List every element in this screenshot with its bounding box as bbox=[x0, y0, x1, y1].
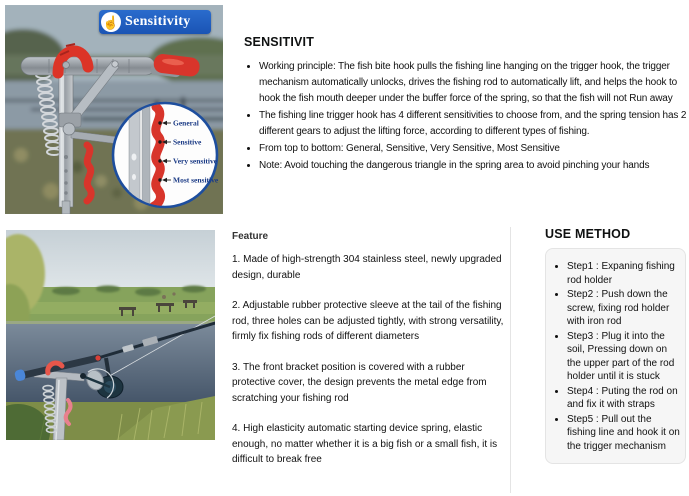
sensitivity-section bbox=[244, 35, 689, 175]
step-item: • Step4 : Puting the rod on and fix it with straps bbox=[567, 385, 680, 412]
section-divider bbox=[510, 227, 511, 493]
product-image-sensitivity bbox=[5, 5, 223, 214]
sensitivity-bullet: • The fishing line trigger hook has 4 different sensitivities to choose from, and the spring tension has 2 different gears to adjust the lifting force, according to different types of fishing. bbox=[259, 108, 689, 140]
sensitivity-bullet: • Working principle: The fish bite hook pulls the fishing line hanging on the trigger hook, the trigger mechanism automatically unlocks, drives the fishing rod to automatically lift, and helps the hook to hook the fish mouth deeper under the buffer force of the spring, so that the fish will not Run away bbox=[259, 59, 689, 107]
feature-section bbox=[232, 231, 504, 483]
use-method-heading: USE METHOD bbox=[545, 227, 631, 241]
inset-label-sensitive: Sensitive bbox=[173, 137, 202, 147]
step-item: • Step1 : Expaning fishing rod holder bbox=[567, 260, 680, 287]
lake-photo-illustration bbox=[6, 230, 215, 440]
sensitivity-heading: SENSITIVIT bbox=[244, 35, 315, 49]
feature-paragraph: 4. High elasticity automatic starting device spring, elastic enough, no matter whether it is a big fish or a small fish, it is difficult to break free bbox=[232, 423, 498, 465]
inset-label-very-sensitive: Very sensitive bbox=[173, 156, 218, 166]
feature-paragraph: 1. Made of high-strength 304 stainless steel, newly upgraded design, durable bbox=[232, 254, 502, 281]
sensitivity-badge-label: Sensitivity bbox=[125, 14, 191, 29]
red-sensitivity-lever bbox=[87, 145, 91, 201]
step-item: • Step2 : Push down the screw, fixing rod holder with iron rod bbox=[567, 288, 680, 329]
steps-box bbox=[545, 248, 686, 464]
use-method-section bbox=[545, 227, 687, 464]
reel-handle-knob bbox=[80, 373, 86, 379]
step-item: • Step5 : Pull out the fishing line and hook it on the trigger mechanism bbox=[567, 413, 680, 454]
inset-label-most-sensitive: Most sensitive bbox=[173, 175, 219, 185]
feature-paragraph: 2. Adjustable rubber protective sleeve at the tail of the fishing rod, three holes can be adjusted tightly, with strong versatility, firmly fix fishing rods of different diameters bbox=[232, 300, 504, 342]
rod-holder-illustration bbox=[5, 5, 223, 214]
steps-list bbox=[552, 260, 680, 453]
touch-click-icon: ☝ bbox=[101, 12, 121, 32]
feature-paragraph: 3. The front bracket position is covered with a rubber protective cover, the design prevents the metal edge from scratching your fishing rod bbox=[232, 361, 487, 404]
sensitivity-bullet: • Note: Avoid touching the dangerous triangle in the spring area to avoid pinching your hands bbox=[259, 158, 689, 174]
sensitivity-bullet-list bbox=[244, 59, 689, 174]
feature-heading: Feature bbox=[232, 231, 269, 242]
lake-scene-background bbox=[6, 230, 215, 440]
step-item: • Step3 : Plug it into the soil, Pressing down on the upper part of the rod holder until it is stuck bbox=[567, 330, 680, 384]
sensitivity-inset bbox=[113, 103, 219, 207]
holder-post bbox=[59, 65, 73, 214]
product-photo-lake bbox=[6, 230, 215, 440]
sensitivity-bullet: • From top to bottom: General, Sensitive, Very Sensitive, Most Sensitive bbox=[259, 141, 689, 157]
inset-label-general: General bbox=[173, 118, 199, 128]
sensitivity-badge bbox=[99, 10, 211, 34]
